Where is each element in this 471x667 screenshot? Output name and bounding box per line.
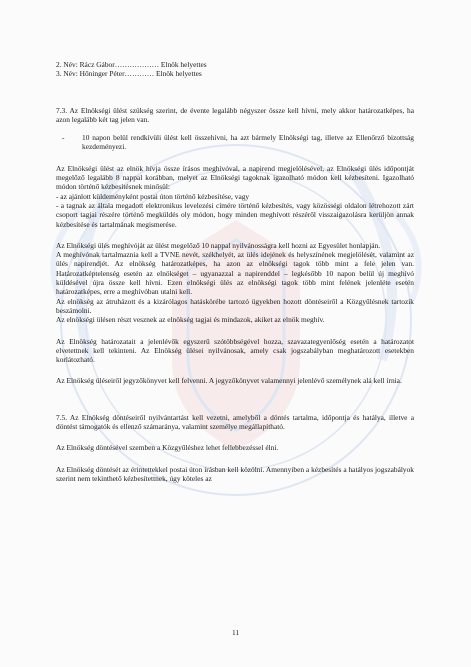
paragraph-reporting: Az elnökség az átruházott és a kizárólagos hatáskörébe tartozó ügyekben hozott döntéseiről a Közgyűlésnek tartozik beszámolni.: [56, 296, 414, 315]
paragraph-appeal: Az Elnökség döntésével szemben a Közgyűléshez lehet fellebbezéssel élni.: [56, 443, 279, 453]
paragraph-convening: Az Elnökségi ülést az elnök hívja össze írásos meghívóval, a napirend megjelölésével, az Elnökségi ülés időpontját megelőző legalább 8 nappal korábban, melyet az Elnökségi tagoknak igazolható módon kell kézbesíteni. Igazolható módon történő kézbesítésnek minősül:: [56, 163, 414, 192]
section-7-5-register: 7.5. Az Elnökség döntéseiről nyilvántartást kell vezetni, amelyből a döntés tartalma, időpontja és hatálya, illetve a döntést támogatók és ellenző számaránya, valamint személye megállapítható.: [56, 412, 414, 432]
bullet-text: 10 napon belül rendkívüli ülést kell összehívni, ha azt bármely Elnökségi tag, illetve az Ellenőrző bizottság kezdeményezi.: [82, 133, 414, 152]
paragraph-invitation-content: A meghívónak tartalmaznia kell a TVNE nevét, székhelyét, az ülés idejének és helyszínének megjelölését, valamint az ülés napirendjét. Az elnökség határozatképes, ha azon az elnökségi tagok több mint a fele jelen van. Határozatképtelenség esetén az elnökséget – ugyanazzal a napirenddel – legkésőbb 10 napon belül új meghívó küldésével újra össze kell hívni. Ezen elnökségi ülés az elnökségi tagok több mint felének jelenléte esetén határozatképes, erre a meghívóban utalni kell.: [56, 250, 414, 297]
page-number: 11: [231, 628, 240, 637]
paragraph-notification: Az Elnökség döntését az érintettekkel postai úton írásban kell közölni. Amennyiben a kézbesítés a hatályos jogszabályok szerint nem tekinthető kézbesítettnek, úgy köteles az: [56, 464, 414, 483]
header-line-2: 3. Név: Hőninger Péter………… Elnök helyettes: [56, 69, 202, 79]
document-body: [56, 60, 414, 483]
paragraph-publication: Az Elnökségi ülés meghívóját az ülést megelőző 10 nappal nyilvánosságra kell hozni az Egyesület honlapján.: [56, 240, 381, 250]
bullet-dash: -: [62, 133, 65, 143]
delivery-option-2: - a tagnak az általa megadott elektronikus levelezési címére történő kézbesítés, vagy közösségi oldalon létrehozott zárt csoport tagjai részére történő megküldés oly módon, hogy minden meghívott részéről visszaigazolásra kerüljön annak kézbesítése és tartalmának megismerése.: [56, 200, 414, 229]
delivery-option-1: - az ajánlott küldeményként postai úton történő kézbesítése, vagy: [56, 191, 250, 201]
header-line-1: 2. Név: Rácz Gábor……………… Elnök helyettes: [56, 60, 207, 69]
section-7-3-bullet: [62, 133, 414, 152]
paragraph-participants: Az elnökségi ülésen részt vesznek az elnökség tagjai és mindazok, akiket az elnök meghív.: [56, 315, 325, 325]
paragraph-minutes: Az Elnökség üléseiről jegyzőkönyvet kell felvenni. A jegyzőkönyvet valamennyi jelenlévő személynek alá kell írnia.: [56, 376, 402, 386]
section-7-3-intro: 7.3. Az Elnökségi ülést szükség szerint, de évente legalább négyszer össze kell hívni, mely akkor határozatképes, ha azon legalább két tag jelen van.: [56, 105, 414, 124]
paragraph-voting: Az Elnökség határozatait a jelenlévők egyszerű szótöbbségével hozza, szavazategyenlőség esetén a határozatot elvetettnek kell tekinteni. Az Elnökség ülései nyilvánosak, amely csak jogszabályban meghatározott esetekben korlátozható.: [56, 336, 414, 365]
